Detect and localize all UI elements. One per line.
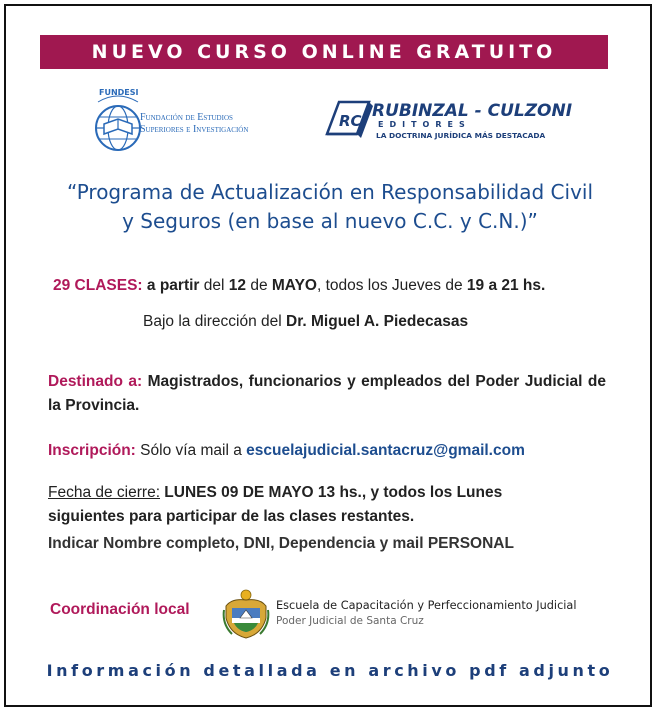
indicar-line: Indicar Nombre completo, DNI, Dependencia y mail PERSONAL bbox=[48, 535, 514, 552]
rubinzal-tagline: LA DOCTRINA JURÍDICA MÁS DESTACADA bbox=[376, 131, 546, 140]
a-partir: a partir bbox=[146, 277, 200, 294]
footer-info: Información detallada en archivo pdf adjunto bbox=[46, 661, 614, 680]
poder-judicial: Poder Judicial de Santa Cruz bbox=[276, 615, 424, 627]
destinado-text: Magistrados, funcionarios y empleados del Poder Judicial de la Provincia. bbox=[48, 373, 607, 414]
cierre-text: LUNES 09 DE MAYO 13 hs., y todos los Lunes bbox=[160, 484, 503, 501]
clases-count: 29 CLASES: bbox=[53, 277, 143, 294]
start-day: 12 bbox=[228, 277, 247, 294]
jueves-text: , todos los Jueves de bbox=[316, 277, 467, 294]
cierre-label: Fecha de cierre: bbox=[48, 484, 160, 501]
inscripcion-label: Inscripción: bbox=[48, 442, 136, 459]
rubinzal-editores: EDITORES bbox=[378, 120, 471, 129]
title-line1: “Programa de Actualización en Responsabilidad Civil bbox=[66, 180, 594, 204]
rubinzal-brand: RUBINZAL - CULZONI bbox=[372, 101, 573, 121]
fundesi-badge: FUNDESI bbox=[99, 88, 139, 97]
direction-line bbox=[143, 313, 468, 331]
de-text: de bbox=[246, 277, 272, 294]
director-name: Dr. Miguel A. Piedecasas bbox=[286, 313, 469, 330]
destinado-label: Destinado a: bbox=[48, 373, 143, 390]
program-title bbox=[40, 178, 620, 236]
fundesi-line2: Superiores e Investigación bbox=[140, 124, 249, 135]
schedule-line bbox=[53, 277, 545, 295]
coordinacion-label: Coordinación local bbox=[50, 601, 190, 618]
title-line2: y Seguros (en base al nuevo C.C. y C.N.)” bbox=[122, 209, 538, 233]
fundesi-name bbox=[140, 112, 248, 136]
school-name: Escuela de Capacitación y Perfeccionamiento Judicial bbox=[276, 599, 577, 612]
fundesi-line1: Fundación de Estudios bbox=[140, 112, 233, 123]
inscripcion-line bbox=[48, 442, 525, 460]
course-banner: NUEVO CURSO ONLINE GRATUITO bbox=[40, 35, 608, 69]
destinado-block bbox=[48, 370, 606, 418]
cierre-line2: siguientes para participar de las clases restantes. bbox=[48, 508, 415, 525]
start-month: MAYO bbox=[271, 277, 317, 294]
inscripcion-text: Sólo vía mail a bbox=[135, 442, 247, 459]
direction-prefix: Bajo la dirección del bbox=[143, 313, 287, 330]
rc-mark: RC bbox=[339, 112, 362, 130]
del-text: del bbox=[199, 277, 229, 294]
email-link[interactable]: escuelajudicial.santacruz@gmail.com bbox=[246, 442, 525, 459]
santa-cruz-crest-icon bbox=[222, 588, 270, 640]
hours: 19 a 21 hs. bbox=[466, 277, 546, 294]
cierre-block bbox=[48, 481, 502, 529]
